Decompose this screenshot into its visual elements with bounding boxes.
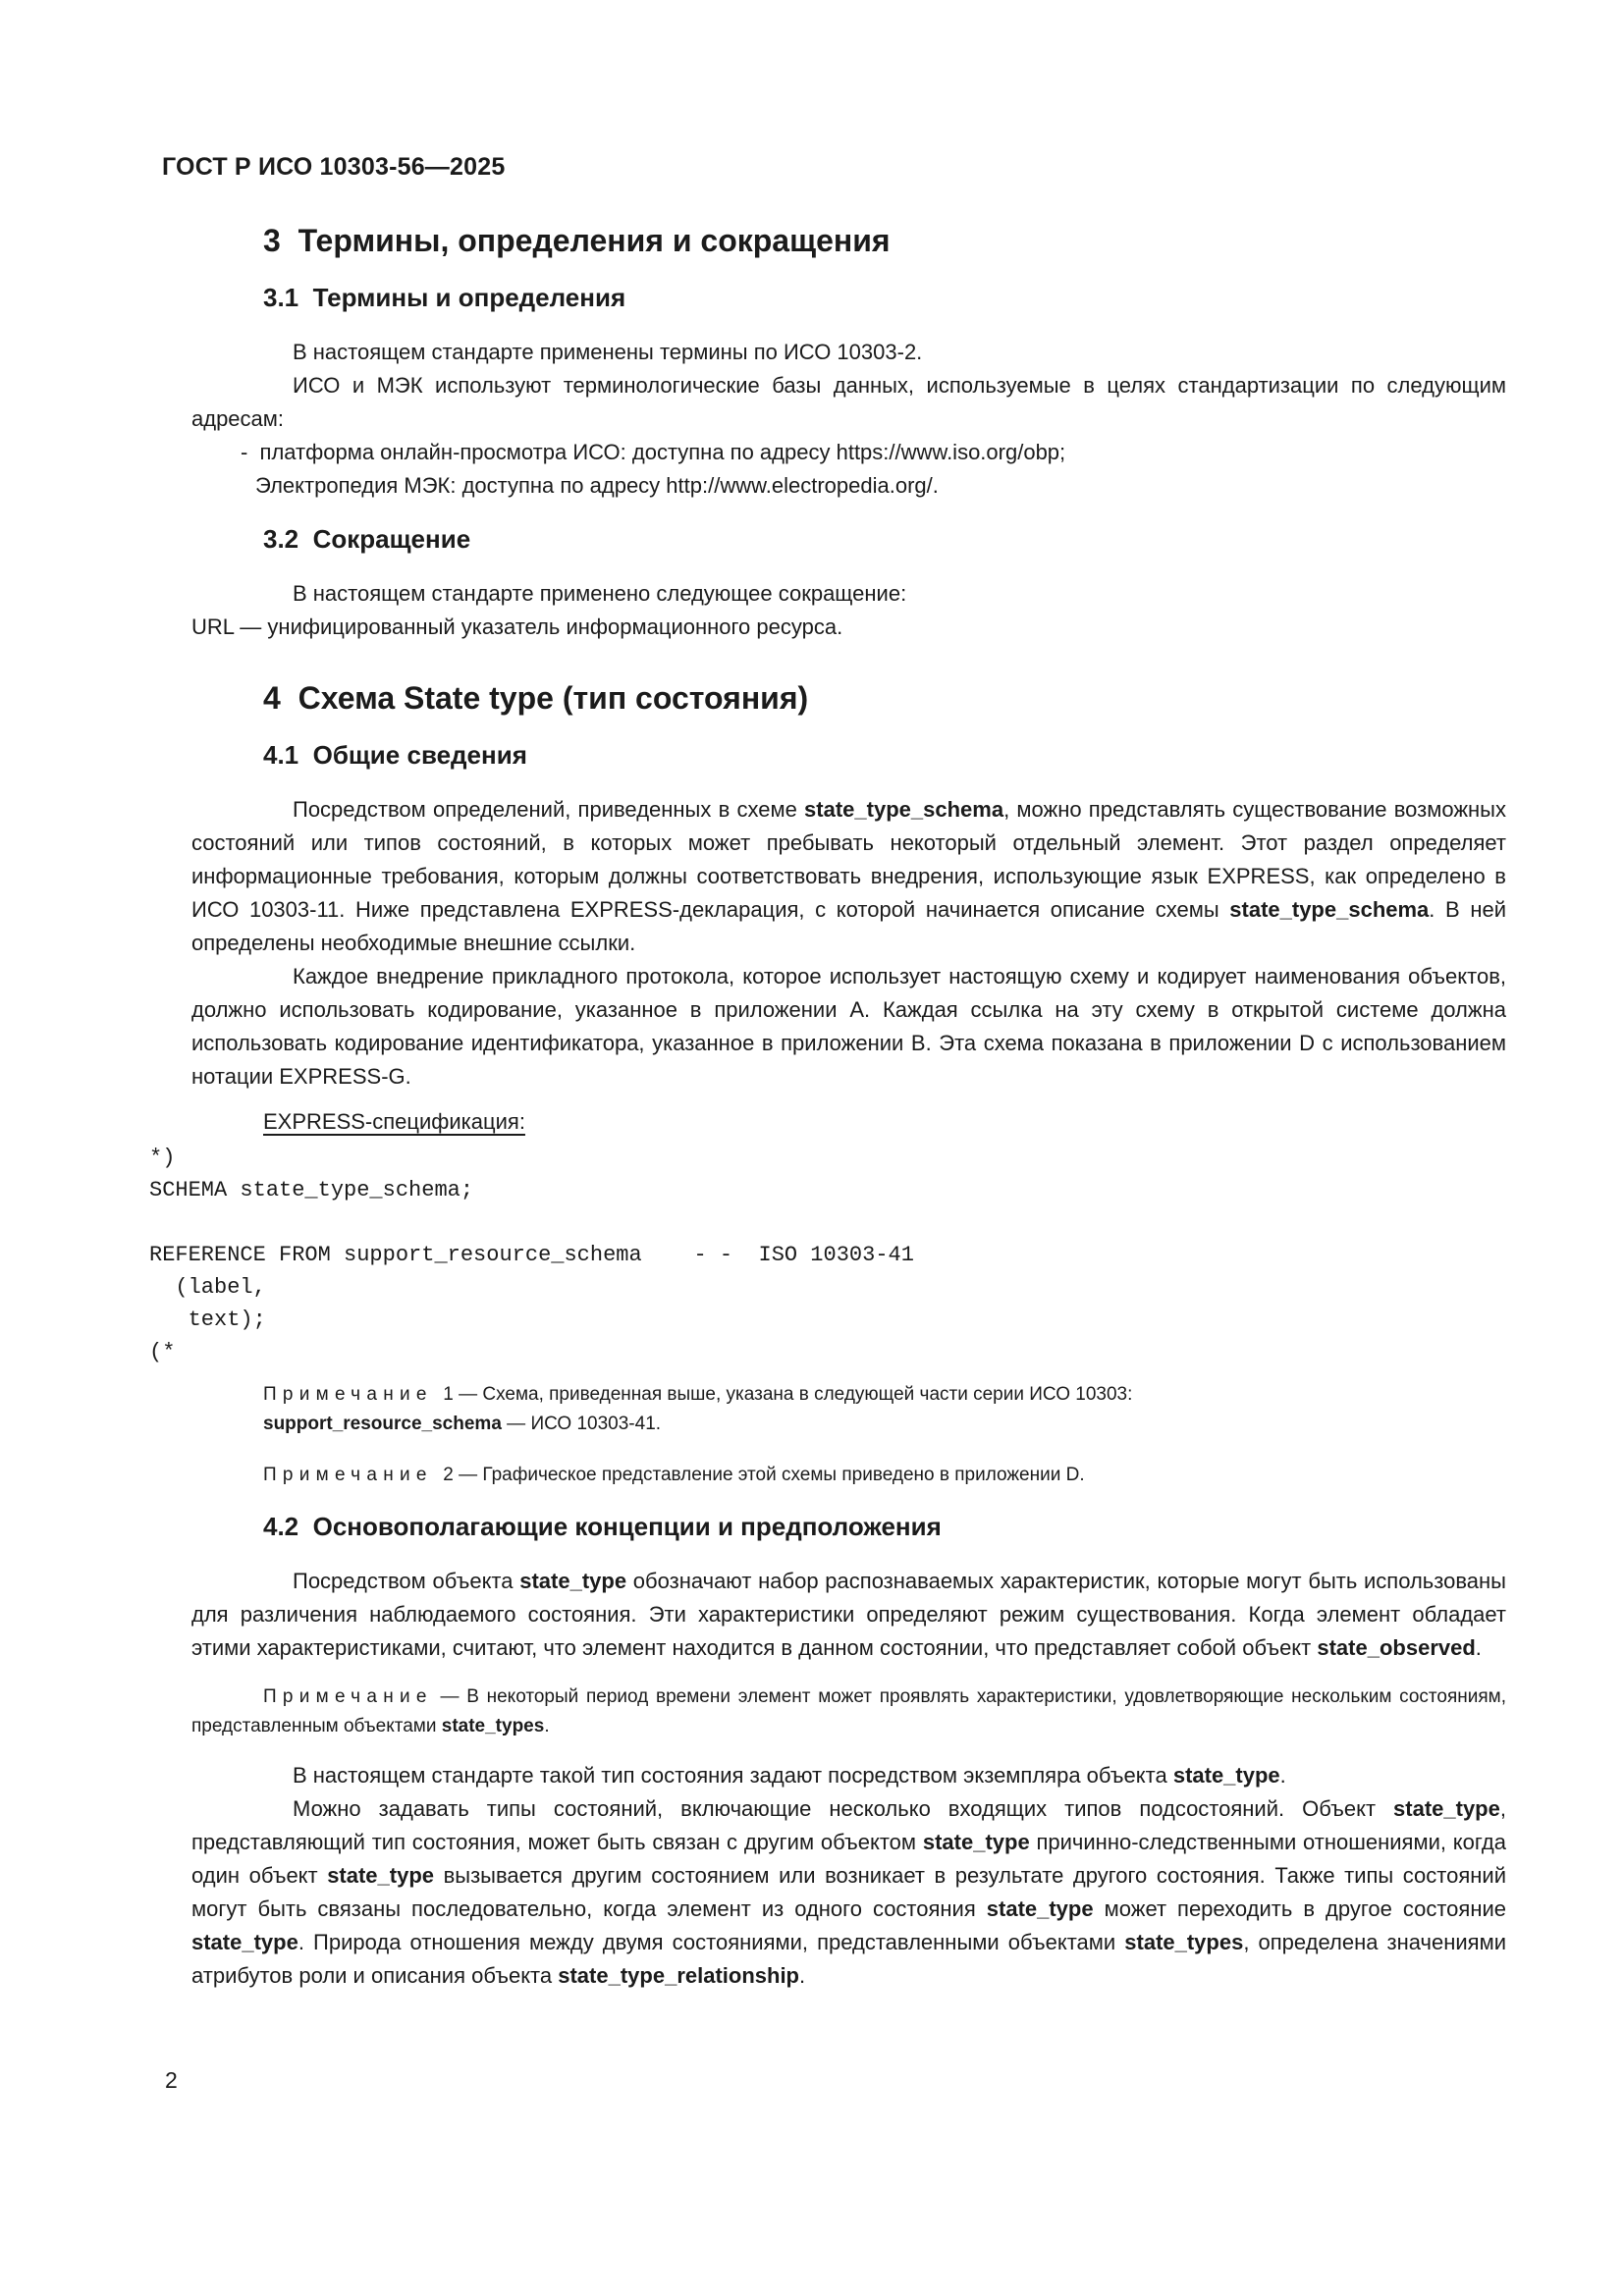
entity-name: state_type <box>519 1569 627 1593</box>
text-run: 1 — Схема, приведенная выше, указана в следующей части серии ИСО 10303: <box>432 1384 1133 1405</box>
text-run: В настоящем стандарте применены термины по ИСО 10303-2. <box>293 340 923 364</box>
entity-name: support_resource_schema <box>263 1414 502 1434</box>
text-run: может переходить в другое состояние <box>1093 1896 1506 1921</box>
entity-name: state_types <box>441 1716 545 1736</box>
text-run: Электропедия МЭК: доступна по адресу http://www.electropedia.org/. <box>255 473 939 498</box>
text-run: Примечание <box>263 1384 433 1405</box>
text-run: — В некоторый период времени элемент может проявлять характеристики, удовлетворяющие нескольким состояниям, представленным объектами <box>191 1686 1506 1736</box>
paragraph <box>191 611 1506 644</box>
text-run: Посредством определений, приведенных в схеме <box>293 797 805 822</box>
entity-name: state_type <box>327 1863 435 1888</box>
text-run: причинно-следственными отношениями, когда один объект <box>191 1830 1507 1888</box>
code-line <box>149 1206 1506 1239</box>
running-header: ГОСТ Р ИСО 10303-56—2025 <box>162 153 506 181</box>
paragraph <box>191 793 1506 960</box>
entity-name: state_type <box>1172 1763 1280 1788</box>
note <box>191 1682 1506 1741</box>
text-run: . В ней определены необходимые внешние ссылки. <box>191 897 1507 955</box>
express-code-block <box>149 1142 1506 1368</box>
paragraph <box>191 1759 1506 1792</box>
entity-name: state_type_schema <box>804 797 1004 822</box>
text-run: Каждое внедрение прикладного протокола, которое использует настоящую схему и кодирует наименования объектов, должно использовать кодирование, указанное в приложении А. Каждая ссылка на эту схему в открытой системе должна использовать кодирование идентификатора, указанное в приложении В. Эта схема показана в приложении D с использованием нотации EXPRESS-G. <box>191 964 1506 1089</box>
entity-name: state_type <box>986 1896 1094 1921</box>
text-run: Посредством объекта <box>293 1569 520 1593</box>
entity-name: state_type_relationship <box>558 1963 799 1988</box>
paragraph <box>191 336 1506 369</box>
text-run: , определена значениями атрибутов роли и описания объекта <box>191 1930 1506 1988</box>
text-run: Примечание <box>263 1465 433 1485</box>
note-line <box>263 1410 1506 1439</box>
text-run: Примечание <box>263 1686 433 1707</box>
text-run: ИСО и МЭК используют терминологические базы данных, используемые в целях стандартизации по следующим адресам: <box>191 373 1506 431</box>
text-run: . Природа отношения между двумя состояниями, представленными объектами <box>298 1930 1125 1954</box>
paragraph <box>191 577 1506 611</box>
paragraph <box>191 1792 1506 1993</box>
text-run: В настоящем стандарте такой тип состояния задают посредством экземпляра объекта <box>293 1763 1173 1788</box>
text-run: Можно задавать типы состояний, включающие несколько входящих типов подсостояний. Объект <box>293 1796 1394 1821</box>
list-item <box>255 469 1506 503</box>
code-line: REFERENCE FROM support_resource_schema - - ISO 10303-41 <box>149 1243 914 1267</box>
note <box>263 1461 1506 1490</box>
text-run: . <box>1279 1763 1286 1788</box>
express-spec-label: EXPRESS-спецификация: <box>263 1109 525 1134</box>
text-run: вызывается другим состоянием или возникает в результате другого состояния. Также типы состояний могут быть связаны последовательно, когда элемент из одного состояния <box>191 1863 1506 1921</box>
paragraph <box>191 960 1506 1094</box>
code-line: (label, <box>149 1275 266 1300</box>
document-content <box>147 187 1506 1993</box>
section-heading: 3 Термины, определения и сокращения <box>263 223 891 258</box>
text-run: . <box>544 1716 550 1736</box>
text-run: В настоящем стандарте применено следующее сокращение: <box>293 581 907 606</box>
text-run: - платформа онлайн-просмотра ИСО: доступна по адресу https://www.iso.org/obp; <box>241 440 1066 464</box>
subsection-heading: 3.1 Термины и определения <box>263 283 626 312</box>
code-line: SCHEMA state_type_schema; <box>149 1178 474 1202</box>
text-run: — ИСО 10303-41. <box>501 1414 662 1434</box>
note <box>263 1380 1506 1439</box>
text-run: . <box>1475 1635 1482 1660</box>
section-heading: 4 Схема State type (тип состояния) <box>263 680 809 716</box>
entity-name: state_type <box>922 1830 1030 1854</box>
code-line: text); <box>149 1308 266 1332</box>
entity-name: state_type_schema <box>1229 897 1430 922</box>
subsection-heading: 4.1 Общие сведения <box>263 740 527 770</box>
paragraph <box>191 1565 1506 1665</box>
list-item <box>241 436 1506 469</box>
text-run: , можно представлять существование возможных состояний или типов состояний, в которых может пребывать некоторый отдельный элемент. Этот раздел определяет информационные требования, которым должны соответствовать внедрения, использующие язык EXPRESS, как определено в ИСО 10303-11. Ниже представлена EXPRESS-декларация, с которой начинается описание схемы <box>191 797 1506 922</box>
entity-name: state_type <box>1393 1796 1500 1821</box>
entity-name: state_type <box>191 1930 298 1954</box>
entity-name: state_observed <box>1317 1635 1476 1660</box>
page-number: 2 <box>165 2067 178 2093</box>
note-line <box>263 1380 1506 1410</box>
code-line: (* <box>149 1340 176 1364</box>
entity-name: state_types <box>1124 1930 1244 1954</box>
subsection-heading: 3.2 Сокращение <box>263 524 471 554</box>
text-run: , представляющий тип состояния, может быть связан с другим объектом <box>191 1796 1506 1854</box>
subsection-heading: 4.2 Основополагающие концепции и предположения <box>263 1512 942 1541</box>
text-run: 2 — Графическое представление этой схемы приведено в приложении D. <box>432 1465 1085 1485</box>
text-run: обозначают набор распознаваемых характеристик, которые могут быть использованы для различения наблюдаемого состояния. Эти характеристики определяют режим существования. Когда элемент обладает этими характеристиками, считают, что элемент находится в данном состоянии, что представляет собой объект <box>191 1569 1506 1660</box>
paragraph <box>191 369 1506 436</box>
text-run: . <box>799 1963 806 1988</box>
text-run: URL — унифицированный указатель информационного ресурса. <box>191 614 843 639</box>
code-line: *) <box>149 1146 176 1170</box>
